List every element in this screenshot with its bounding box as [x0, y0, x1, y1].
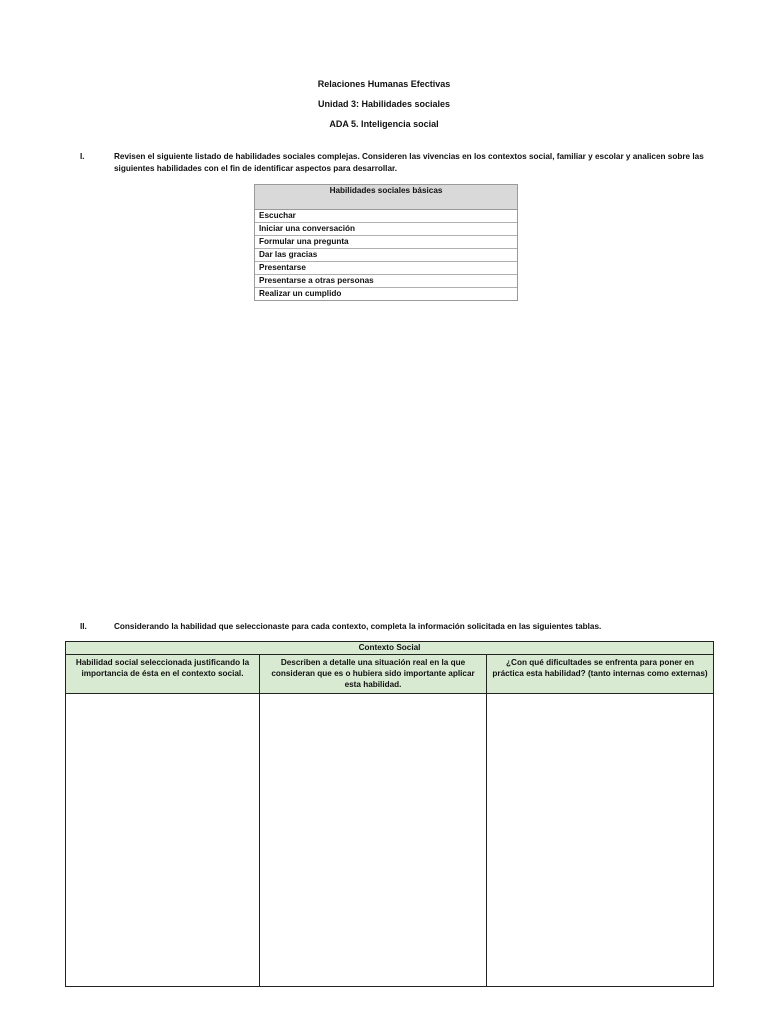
table-body: [66, 694, 713, 987]
social-context-table: [65, 641, 714, 987]
section-1-number: I.: [80, 152, 85, 161]
course-title: Relaciones Humanas Efectivas: [317, 79, 451, 89]
table-row: Escuchar: [259, 211, 296, 220]
section-1-text: Revisen el siguiente listado de habilidades sociales complejas. Consideren las vivencias en los contextos social, familiar y escolar y analicen sobre las siguientes habilidades con el fin de identificar aspectos para desarrollar.: [114, 152, 704, 173]
activity-title: ADA 5. Inteligencia social: [329, 119, 439, 129]
social-context-title: Contexto Social: [66, 642, 713, 655]
column-header-difficulties: ¿Con qué dificultades se enfrenta para poner en práctica esta habilidad? (tanto internas como externas): [492, 658, 708, 678]
table-row: Presentarse: [255, 261, 517, 274]
unit-title: Unidad 3: Habilidades sociales: [317, 99, 451, 109]
basic-skills-table: [254, 184, 518, 301]
table-row: Iniciar una conversación: [255, 222, 517, 235]
column-header-situation: Describen a detalle una situación real en la que consideran que es o hubiera sido importante aplicar esta habilidad.: [260, 655, 487, 693]
answer-cell-situation[interactable]: [260, 694, 487, 987]
table-row: Realizar un cumplido: [255, 287, 517, 300]
section-2-number: II.: [80, 622, 87, 631]
table-row: Presentarse a otras personas: [255, 274, 517, 287]
answer-cell-difficulties[interactable]: [487, 694, 713, 987]
basic-skills-header: Habilidades sociales básicas: [255, 185, 517, 210]
table-row: Formular una pregunta: [255, 235, 517, 248]
column-headers: [66, 655, 713, 694]
answer-cell-skill[interactable]: [66, 694, 260, 987]
column-header-skill: Habilidad social seleccionada justificando la importancia de ésta en el contexto social.: [66, 655, 260, 693]
section-2-text: Considerando la habilidad que seleccionaste para cada contexto, completa la información solicitada en las siguientes tablas.: [114, 622, 602, 631]
table-row: Dar las gracias: [255, 248, 517, 261]
